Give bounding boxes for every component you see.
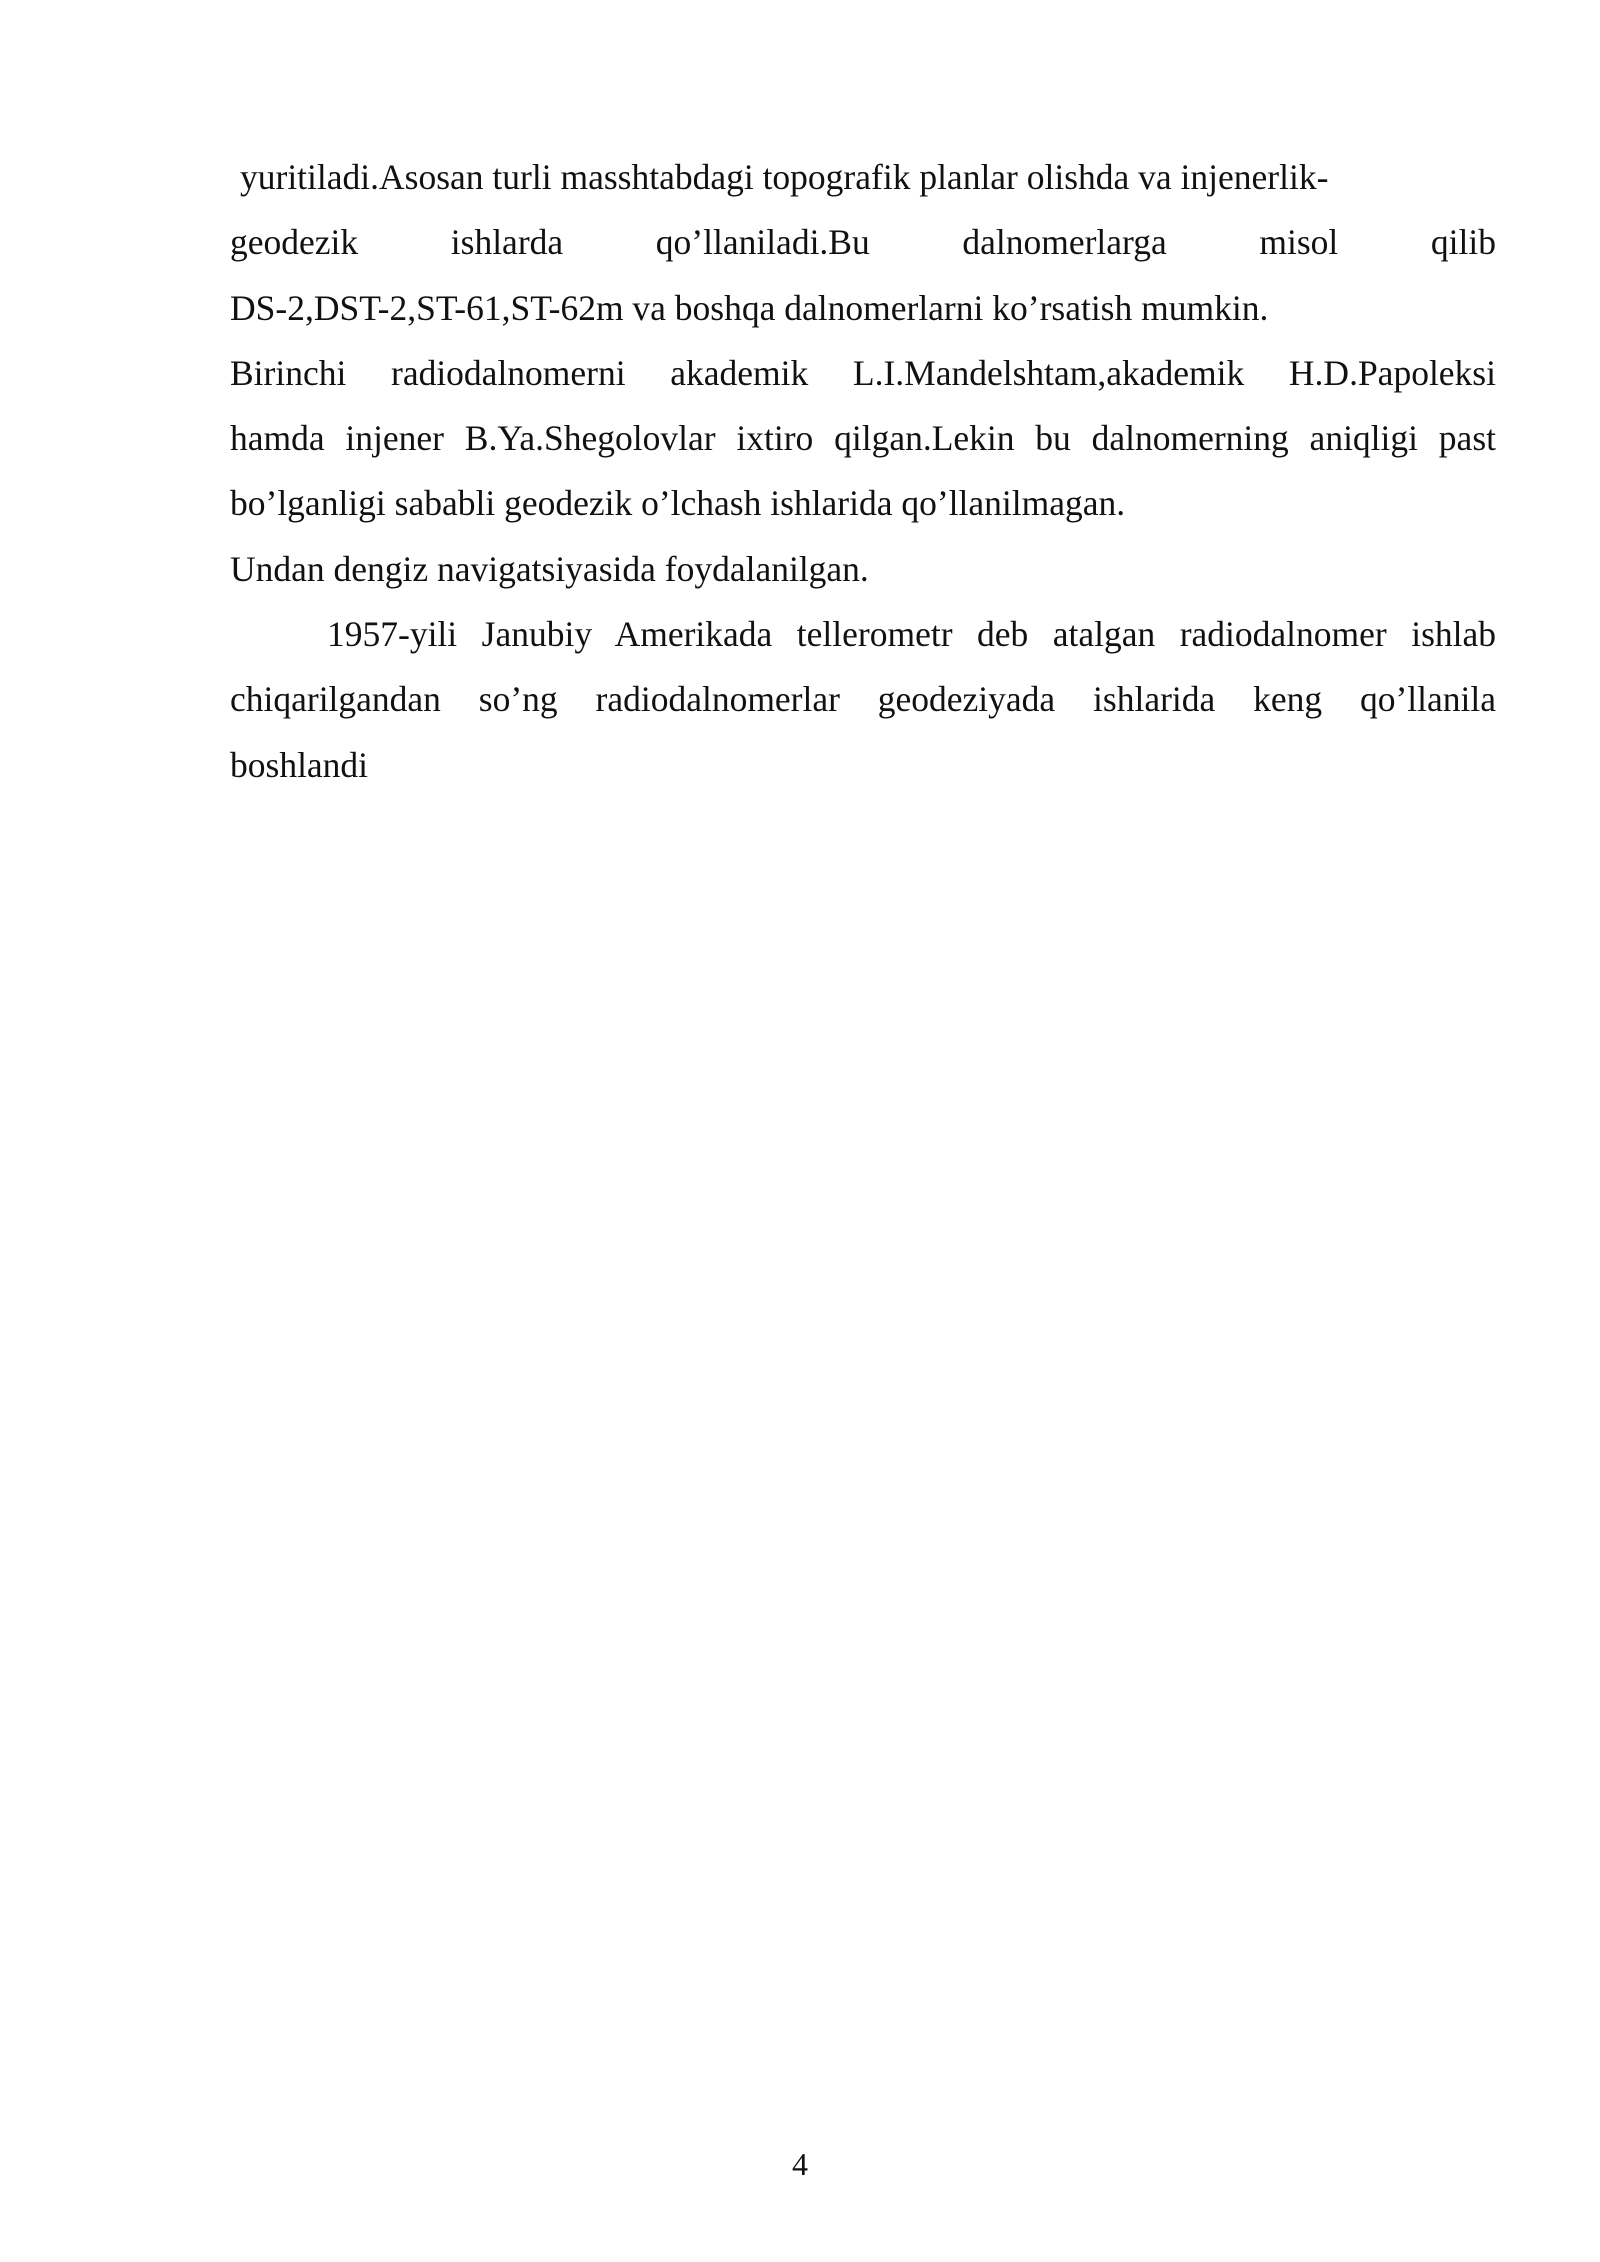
text-line: boshlandi	[230, 744, 369, 785]
text-line: hamda injener B.Ya.Shegolovlar ixtiro qilgan.Lekin bu dalnomerning aniqligi past	[230, 418, 1496, 459]
text-line: Birinchi radiodalnomerni akademik L.I.Mandelshtam,akademik H.D.Papoleksi	[230, 352, 1496, 393]
page-number: 4	[792, 2146, 808, 2182]
text-line: 1957-yili Janubiy Amerikada tellerometr deb atalgan radiodalnomer ishlab	[327, 614, 1496, 655]
text-line: Undan dengiz navigatsiyasida foydalanilgan.	[230, 548, 869, 589]
text-line: DS-2,DST-2,ST-61,ST-62m va boshqa dalnomerlarni ko’rsatish mumkin.	[230, 287, 1269, 328]
text-line: chiqarilgandan so’ng radiodalnomerlar geodeziyada ishlarida keng qo’llanila	[230, 679, 1496, 720]
body-text	[230, 148, 1496, 801]
text-line: geodezik ishlarda qo’llaniladi.Bu dalnomerlarga misol qilib	[230, 222, 1496, 263]
text-line: yuritiladi.Asosan turli masshtabdagi topografik planlar olishda va injenerlik-	[240, 157, 1329, 197]
text-line: bo’lganligi sababli geodezik o’lchash ishlarida qo’llanilmagan.	[230, 483, 1126, 524]
